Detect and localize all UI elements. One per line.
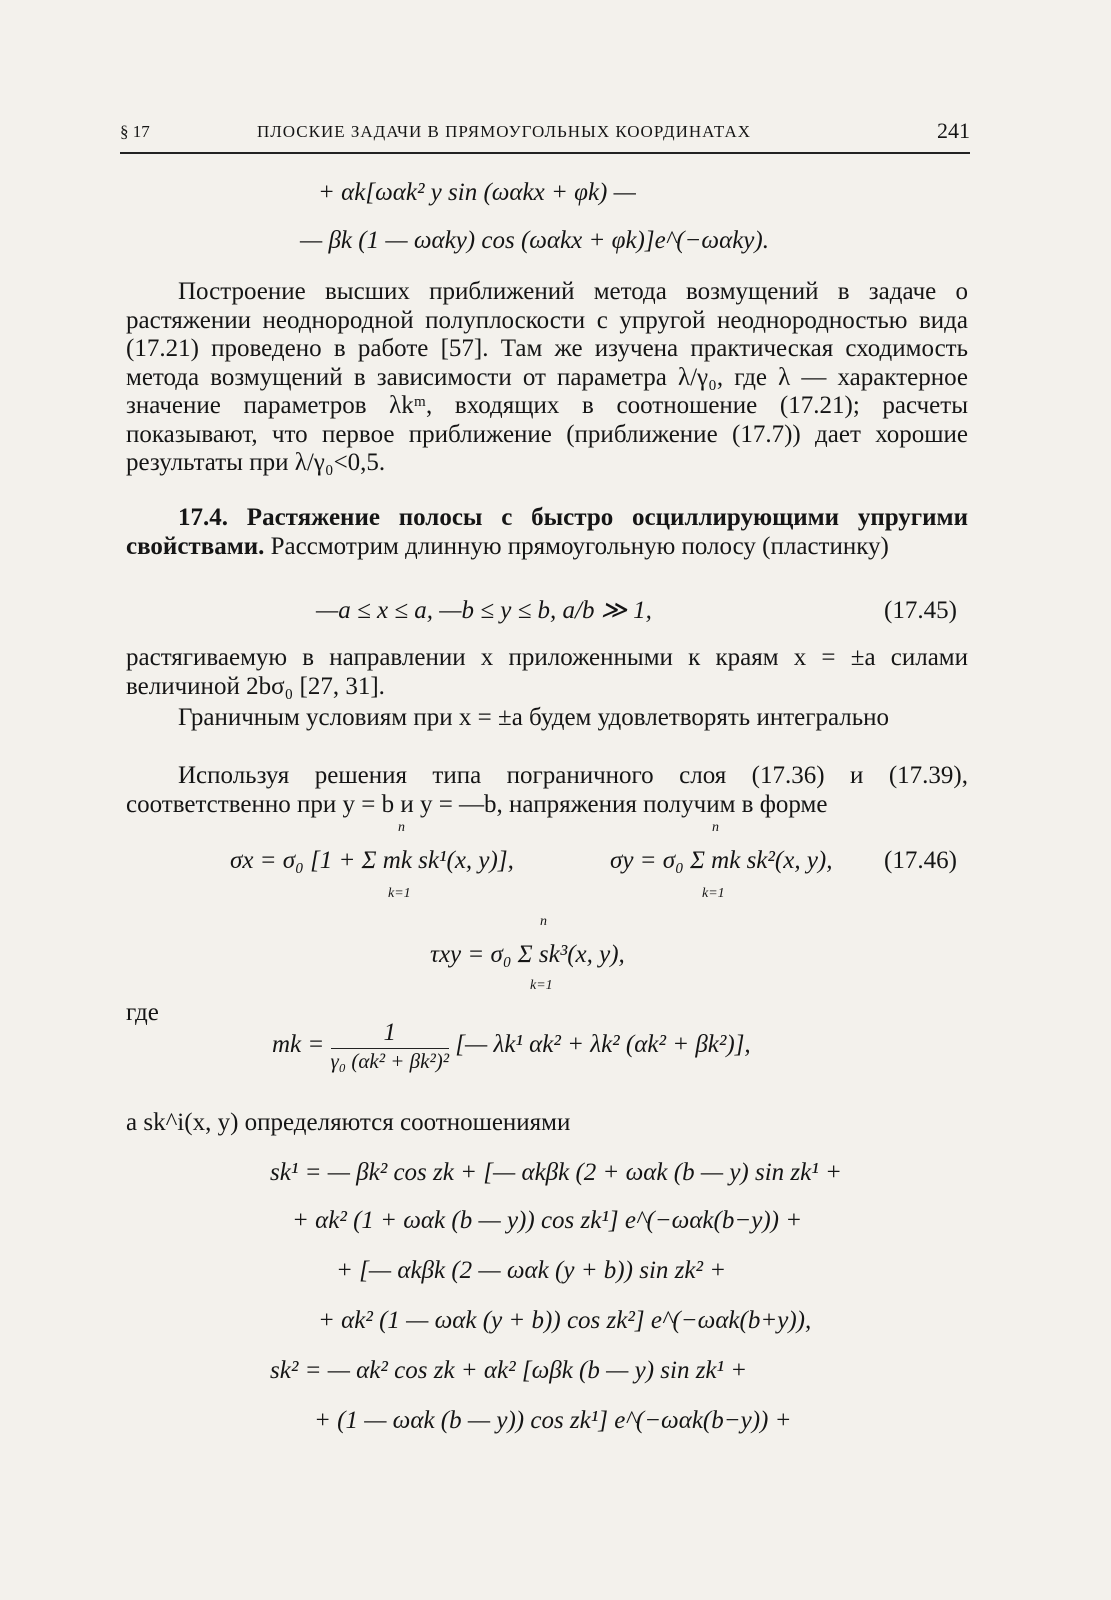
sum-upper-limit-1: n (398, 820, 405, 835)
s-formula-line-1: sk¹ = — βk² cos zk + [— αkβk (2 + ωαk (b — y) sin zk¹ + (270, 1159, 842, 1186)
s-formula-line-3: + [— αkβk (2 — ωαk (y + b)) sin zk² + (336, 1257, 727, 1284)
s-formula-line-2: + αk² (1 + ωαk (b — y)) cos zk¹] e^(−ωαk(b−y)) + (292, 1207, 803, 1234)
s-formula-line-5: sk² = — αk² cos zk + αk² [ωβk (b — y) sin zk¹ + (270, 1357, 748, 1384)
running-title: ПЛОСКИЕ ЗАДАЧИ В ПРЯМОУГОЛЬНЫХ КООРДИНАТАХ (257, 122, 752, 141)
mk-fraction (331, 1018, 450, 1074)
equation-number-17-46: (17.46) (884, 847, 957, 874)
mk-denominator: γ₀ (αk² + βk²)² (330, 1049, 450, 1073)
mk-formula (272, 1018, 751, 1074)
top-formula-line-1: + αk[ωαk² y sin (ωαkx + φk) — (318, 179, 636, 206)
header-rule (120, 152, 970, 154)
s-formula-line-6: + (1 — ωαk (b — y)) cos zk¹] e^(−ωαk(b−y)) + (314, 1407, 792, 1434)
section-intro-text: Рассмотрим длинную прямоугольную полосу (пластинку) (270, 532, 889, 560)
mk-numerator: 1 (331, 1018, 450, 1049)
page-number: 241 (937, 118, 970, 143)
paragraph-s-definition: a sk^i(x, y) определяются соотношениями (126, 1109, 571, 1136)
paragraph-tension: растягиваемую в направлении x приложенными к краям x = ±a силами величиной 2bσ₀ [27, 31]. (126, 644, 968, 700)
paragraph-perturbation: Построение высших приближений метода возмущений в задаче о растяжении неоднородной полуплоскости с упругой неоднородностью вида (17.21) проведено в работе [57]. Там же изучена практическая сходимость метода возмущений в зависимости от параметра λ/γ₀, где λ — характерное значение параметров λkᵐ, входящих в соотношение (17.21); расчеты показывают, что первое приближение (приближение (17.7)) дает хорошие результаты при λ/γ₀<0,5. (126, 278, 968, 476)
sum-lower-limit-2: k=1 (702, 886, 725, 901)
mk-rhs: [— λk¹ αk² + λk² (αk² + βk²)], (455, 1030, 751, 1058)
running-header (120, 114, 970, 154)
sum-upper-limit-3: n (540, 914, 547, 929)
mk-lhs: mk = (272, 1030, 325, 1058)
where-label: где (126, 999, 159, 1026)
section-marker: § 17 (120, 122, 150, 141)
sigma-y-formula: σy = σ₀ Σ mk sk²(x, y), (610, 847, 833, 874)
section-heading: 17.4. Растяжение полосы с быстро осциллирующими упругими свойствами. (126, 504, 968, 560)
paragraph-section-17-4 (126, 504, 968, 561)
sum-lower-limit-1: k=1 (388, 886, 411, 901)
tau-xy-formula: τxy = σ₀ Σ sk³(x, y), (430, 941, 625, 968)
equation-number-17-45: (17.45) (884, 597, 957, 624)
paragraph-boundary: Граничным условиям при x = ±a будем удовлетворять интегрально (178, 704, 890, 731)
paragraph-boundary-layer: Используя решения типа пограничного слоя (17.36) и (17.39), соответственно при y = b и y = —b, напряжения получим в форме (126, 762, 968, 818)
top-formula-line-2: — βk (1 — ωαky) cos (ωαkx + φk)]e^(−ωαky). (300, 227, 769, 254)
equation-17-45: —a ≤ x ≤ a, —b ≤ y ≤ b, a/b ≫ 1, (316, 597, 652, 624)
sum-upper-limit-2: n (712, 820, 719, 835)
s-formula-line-4: + αk² (1 — ωαk (y + b)) cos zk²] e^(−ωαk(b+y)), (318, 1307, 812, 1334)
sigma-x-formula: σx = σ₀ [1 + Σ mk sk¹(x, y)], (230, 847, 514, 874)
sum-lower-limit-3: k=1 (530, 978, 553, 993)
